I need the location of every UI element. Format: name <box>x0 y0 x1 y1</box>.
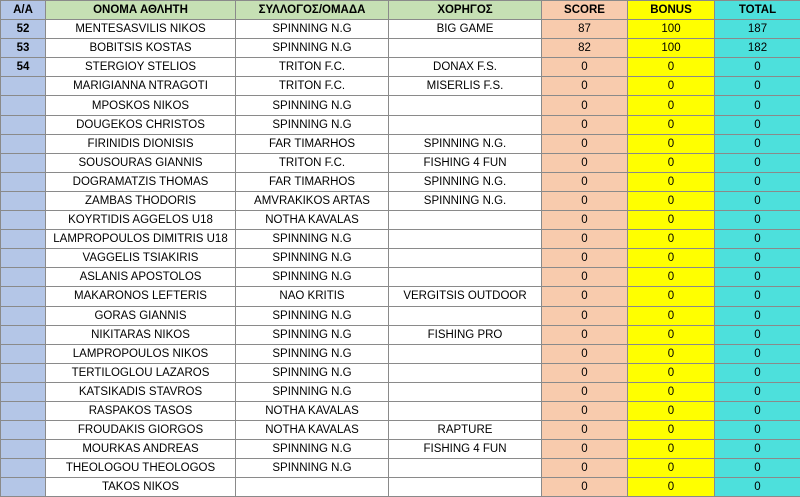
cell-name: KATSIKADIS STAVROS <box>46 382 236 401</box>
cell-name: DOUGEKOS CHRISTOS <box>46 115 236 134</box>
cell-sponsor <box>389 230 542 249</box>
cell-score: 0 <box>542 459 628 478</box>
cell-total: 0 <box>715 382 800 401</box>
cell-aa: 54 <box>1 58 46 77</box>
cell-club: SPINNING N.G <box>236 440 389 459</box>
cell-aa <box>1 172 46 191</box>
cell-aa <box>1 440 46 459</box>
cell-aa <box>1 211 46 230</box>
cell-sponsor <box>389 478 542 497</box>
cell-club: NOTHA KAVALAS <box>236 211 389 230</box>
cell-club: SPINNING N.G <box>236 230 389 249</box>
cell-sponsor: FISHING 4 FUN <box>389 440 542 459</box>
cell-sponsor: SPINNING N.G. <box>389 134 542 153</box>
cell-score: 87 <box>542 20 628 39</box>
cell-total: 0 <box>715 172 800 191</box>
cell-bonus: 0 <box>628 268 715 287</box>
cell-sponsor <box>389 96 542 115</box>
cell-aa <box>1 401 46 420</box>
cell-total: 0 <box>715 211 800 230</box>
cell-bonus: 0 <box>628 382 715 401</box>
cell-sponsor: SPINNING N.G. <box>389 172 542 191</box>
cell-total: 0 <box>715 478 800 497</box>
table-row <box>1 96 800 115</box>
cell-name: TERTILOGLOU LAZAROS <box>46 363 236 382</box>
table-row <box>1 382 800 401</box>
cell-bonus: 0 <box>628 440 715 459</box>
cell-total: 0 <box>715 325 800 344</box>
table-row <box>1 58 800 77</box>
cell-club: SPINNING N.G <box>236 39 389 58</box>
table-row <box>1 268 800 287</box>
cell-name: DOGRAMATZIS THOMAS <box>46 172 236 191</box>
cell-total: 0 <box>715 77 800 96</box>
cell-name: FROUDAKIS GIORGOS <box>46 421 236 440</box>
cell-sponsor: VERGITSIS OUTDOOR <box>389 287 542 306</box>
cell-total: 0 <box>715 344 800 363</box>
cell-total: 182 <box>715 39 800 58</box>
cell-aa <box>1 230 46 249</box>
cell-score: 0 <box>542 440 628 459</box>
cell-bonus: 0 <box>628 115 715 134</box>
table-row <box>1 478 800 497</box>
cell-sponsor <box>389 39 542 58</box>
cell-score: 0 <box>542 268 628 287</box>
cell-name: GORAS GIANNIS <box>46 306 236 325</box>
cell-bonus: 0 <box>628 363 715 382</box>
cell-total: 0 <box>715 153 800 172</box>
cell-club: SPINNING N.G <box>236 96 389 115</box>
cell-aa <box>1 153 46 172</box>
cell-aa <box>1 77 46 96</box>
cell-score: 0 <box>542 115 628 134</box>
cell-total: 0 <box>715 134 800 153</box>
cell-bonus: 0 <box>628 230 715 249</box>
cell-club: SPINNING N.G <box>236 344 389 363</box>
cell-bonus: 0 <box>628 249 715 268</box>
cell-club: SPINNING N.G <box>236 459 389 478</box>
cell-bonus: 0 <box>628 153 715 172</box>
cell-club: SPINNING N.G <box>236 325 389 344</box>
cell-aa <box>1 344 46 363</box>
cell-sponsor <box>389 115 542 134</box>
cell-sponsor <box>389 211 542 230</box>
cell-name: KOYRTIDIS AGGELOS U18 <box>46 211 236 230</box>
cell-aa <box>1 249 46 268</box>
cell-bonus: 0 <box>628 191 715 210</box>
cell-club <box>236 478 389 497</box>
cell-club: SPINNING N.G <box>236 382 389 401</box>
cell-sponsor: FISHING PRO <box>389 325 542 344</box>
cell-bonus: 0 <box>628 58 715 77</box>
cell-name: TAKOS NIKOS <box>46 478 236 497</box>
table-row <box>1 344 800 363</box>
cell-sponsor: BIG GAME <box>389 20 542 39</box>
cell-aa <box>1 287 46 306</box>
cell-name: RASPAKOS TASOS <box>46 401 236 420</box>
cell-name: VAGGELIS TSIAKIRIS <box>46 249 236 268</box>
cell-sponsor: DONAX F.S. <box>389 58 542 77</box>
cell-aa <box>1 134 46 153</box>
cell-score: 0 <box>542 211 628 230</box>
cell-total: 187 <box>715 20 800 39</box>
cell-bonus: 100 <box>628 20 715 39</box>
table-row <box>1 191 800 210</box>
cell-sponsor <box>389 268 542 287</box>
cell-club: FAR TIMARHOS <box>236 172 389 191</box>
cell-club: TRITON F.C. <box>236 58 389 77</box>
cell-name: MPOSKOS NIKOS <box>46 96 236 115</box>
cell-total: 0 <box>715 306 800 325</box>
cell-club: SPINNING N.G <box>236 363 389 382</box>
cell-score: 0 <box>542 363 628 382</box>
table-row <box>1 153 800 172</box>
cell-sponsor: RAPTURE <box>389 421 542 440</box>
cell-sponsor <box>389 344 542 363</box>
cell-bonus: 0 <box>628 344 715 363</box>
cell-name: ZAMBAS THODORIS <box>46 191 236 210</box>
cell-club: SPINNING N.G <box>236 268 389 287</box>
header-score: SCORE <box>542 1 628 20</box>
table-row <box>1 249 800 268</box>
cell-sponsor <box>389 306 542 325</box>
header-bonus: BONUS <box>628 1 715 20</box>
cell-bonus: 0 <box>628 211 715 230</box>
cell-name: THEOLOGOU THEOLOGOS <box>46 459 236 478</box>
cell-bonus: 0 <box>628 401 715 420</box>
cell-score: 0 <box>542 306 628 325</box>
cell-sponsor: MISERLIS F.S. <box>389 77 542 96</box>
cell-sponsor <box>389 249 542 268</box>
cell-score: 0 <box>542 191 628 210</box>
cell-name: LAMPROPOULOS DIMITRIS U18 <box>46 230 236 249</box>
cell-bonus: 0 <box>628 287 715 306</box>
table-row <box>1 440 800 459</box>
cell-bonus: 0 <box>628 421 715 440</box>
cell-total: 0 <box>715 421 800 440</box>
cell-name: MENTESASVILIS NIKOS <box>46 20 236 39</box>
cell-club: AMVRAKIKOS ARTAS <box>236 191 389 210</box>
cell-aa: 53 <box>1 39 46 58</box>
cell-score: 0 <box>542 153 628 172</box>
cell-aa <box>1 382 46 401</box>
cell-score: 0 <box>542 478 628 497</box>
cell-score: 0 <box>542 77 628 96</box>
cell-sponsor <box>389 401 542 420</box>
cell-bonus: 0 <box>628 306 715 325</box>
header-club: ΣΥΛΛΟΓΟΣ/ΟΜΑΔΑ <box>236 1 389 20</box>
cell-total: 0 <box>715 96 800 115</box>
header-aa: Α/Α <box>1 1 46 20</box>
cell-aa <box>1 421 46 440</box>
cell-score: 0 <box>542 325 628 344</box>
cell-sponsor <box>389 382 542 401</box>
table-row <box>1 172 800 191</box>
cell-sponsor: FISHING 4 FUN <box>389 153 542 172</box>
cell-bonus: 0 <box>628 478 715 497</box>
header-row <box>1 1 800 20</box>
cell-sponsor <box>389 459 542 478</box>
cell-club: NOTHA KAVALAS <box>236 401 389 420</box>
cell-sponsor <box>389 363 542 382</box>
cell-name: LAMPROPOULOS NIKOS <box>46 344 236 363</box>
cell-bonus: 0 <box>628 134 715 153</box>
cell-score: 0 <box>542 249 628 268</box>
table-row <box>1 39 800 58</box>
cell-aa <box>1 96 46 115</box>
cell-name: MOURKAS ANDREAS <box>46 440 236 459</box>
cell-score: 0 <box>542 172 628 191</box>
cell-total: 0 <box>715 459 800 478</box>
table-row <box>1 287 800 306</box>
cell-total: 0 <box>715 287 800 306</box>
table-body <box>1 20 800 497</box>
cell-name: FIRINIDIS DIONISIS <box>46 134 236 153</box>
cell-club: NAO KRITIS <box>236 287 389 306</box>
header-sponsor: ΧΟΡΗΓΟΣ <box>389 1 542 20</box>
table-row <box>1 20 800 39</box>
header-name: ΟΝΟΜΑ ΑΘΛΗΤΗ <box>46 1 236 20</box>
header-total: TOTAL <box>715 1 800 20</box>
cell-total: 0 <box>715 115 800 134</box>
table-row <box>1 134 800 153</box>
table-row <box>1 230 800 249</box>
cell-score: 0 <box>542 421 628 440</box>
cell-club: FAR TIMARHOS <box>236 134 389 153</box>
cell-aa <box>1 268 46 287</box>
cell-score: 0 <box>542 344 628 363</box>
cell-club: NOTHA KAVALAS <box>236 421 389 440</box>
cell-aa: 52 <box>1 20 46 39</box>
table-row <box>1 421 800 440</box>
table-row <box>1 363 800 382</box>
cell-aa <box>1 325 46 344</box>
cell-name: ASLANIS APOSTOLOS <box>46 268 236 287</box>
cell-score: 0 <box>542 134 628 153</box>
cell-club: TRITON F.C. <box>236 153 389 172</box>
table-row <box>1 115 800 134</box>
cell-total: 0 <box>715 230 800 249</box>
cell-total: 0 <box>715 440 800 459</box>
cell-bonus: 0 <box>628 459 715 478</box>
cell-score: 0 <box>542 58 628 77</box>
cell-total: 0 <box>715 363 800 382</box>
cell-aa <box>1 306 46 325</box>
cell-score: 0 <box>542 287 628 306</box>
cell-name: MAKARONOS LEFTERIS <box>46 287 236 306</box>
cell-aa <box>1 459 46 478</box>
cell-score: 0 <box>542 401 628 420</box>
cell-aa <box>1 478 46 497</box>
table-row <box>1 77 800 96</box>
table-row <box>1 211 800 230</box>
cell-name: MARIGIANNA NTRAGOTI <box>46 77 236 96</box>
cell-name: NIKITARAS NIKOS <box>46 325 236 344</box>
cell-aa <box>1 191 46 210</box>
cell-aa <box>1 363 46 382</box>
cell-bonus: 0 <box>628 96 715 115</box>
cell-aa <box>1 115 46 134</box>
cell-sponsor: SPINNING N.G. <box>389 191 542 210</box>
cell-total: 0 <box>715 401 800 420</box>
table-row <box>1 306 800 325</box>
table-row <box>1 325 800 344</box>
cell-total: 0 <box>715 268 800 287</box>
cell-club: SPINNING N.G <box>236 306 389 325</box>
cell-score: 0 <box>542 96 628 115</box>
cell-name: BOBITSIS KOSTAS <box>46 39 236 58</box>
table-row <box>1 401 800 420</box>
cell-bonus: 0 <box>628 77 715 96</box>
cell-bonus: 0 <box>628 325 715 344</box>
cell-club: TRITON F.C. <box>236 77 389 96</box>
cell-score: 0 <box>542 230 628 249</box>
cell-club: SPINNING N.G <box>236 20 389 39</box>
cell-total: 0 <box>715 58 800 77</box>
cell-club: SPINNING N.G <box>236 249 389 268</box>
cell-score: 0 <box>542 382 628 401</box>
cell-name: SOUSOURAS GIANNIS <box>46 153 236 172</box>
cell-club: SPINNING N.G <box>236 115 389 134</box>
cell-bonus: 100 <box>628 39 715 58</box>
table-row <box>1 459 800 478</box>
cell-score: 82 <box>542 39 628 58</box>
cell-total: 0 <box>715 249 800 268</box>
cell-bonus: 0 <box>628 172 715 191</box>
cell-name: STERGIOY STELIOS <box>46 58 236 77</box>
cell-total: 0 <box>715 191 800 210</box>
